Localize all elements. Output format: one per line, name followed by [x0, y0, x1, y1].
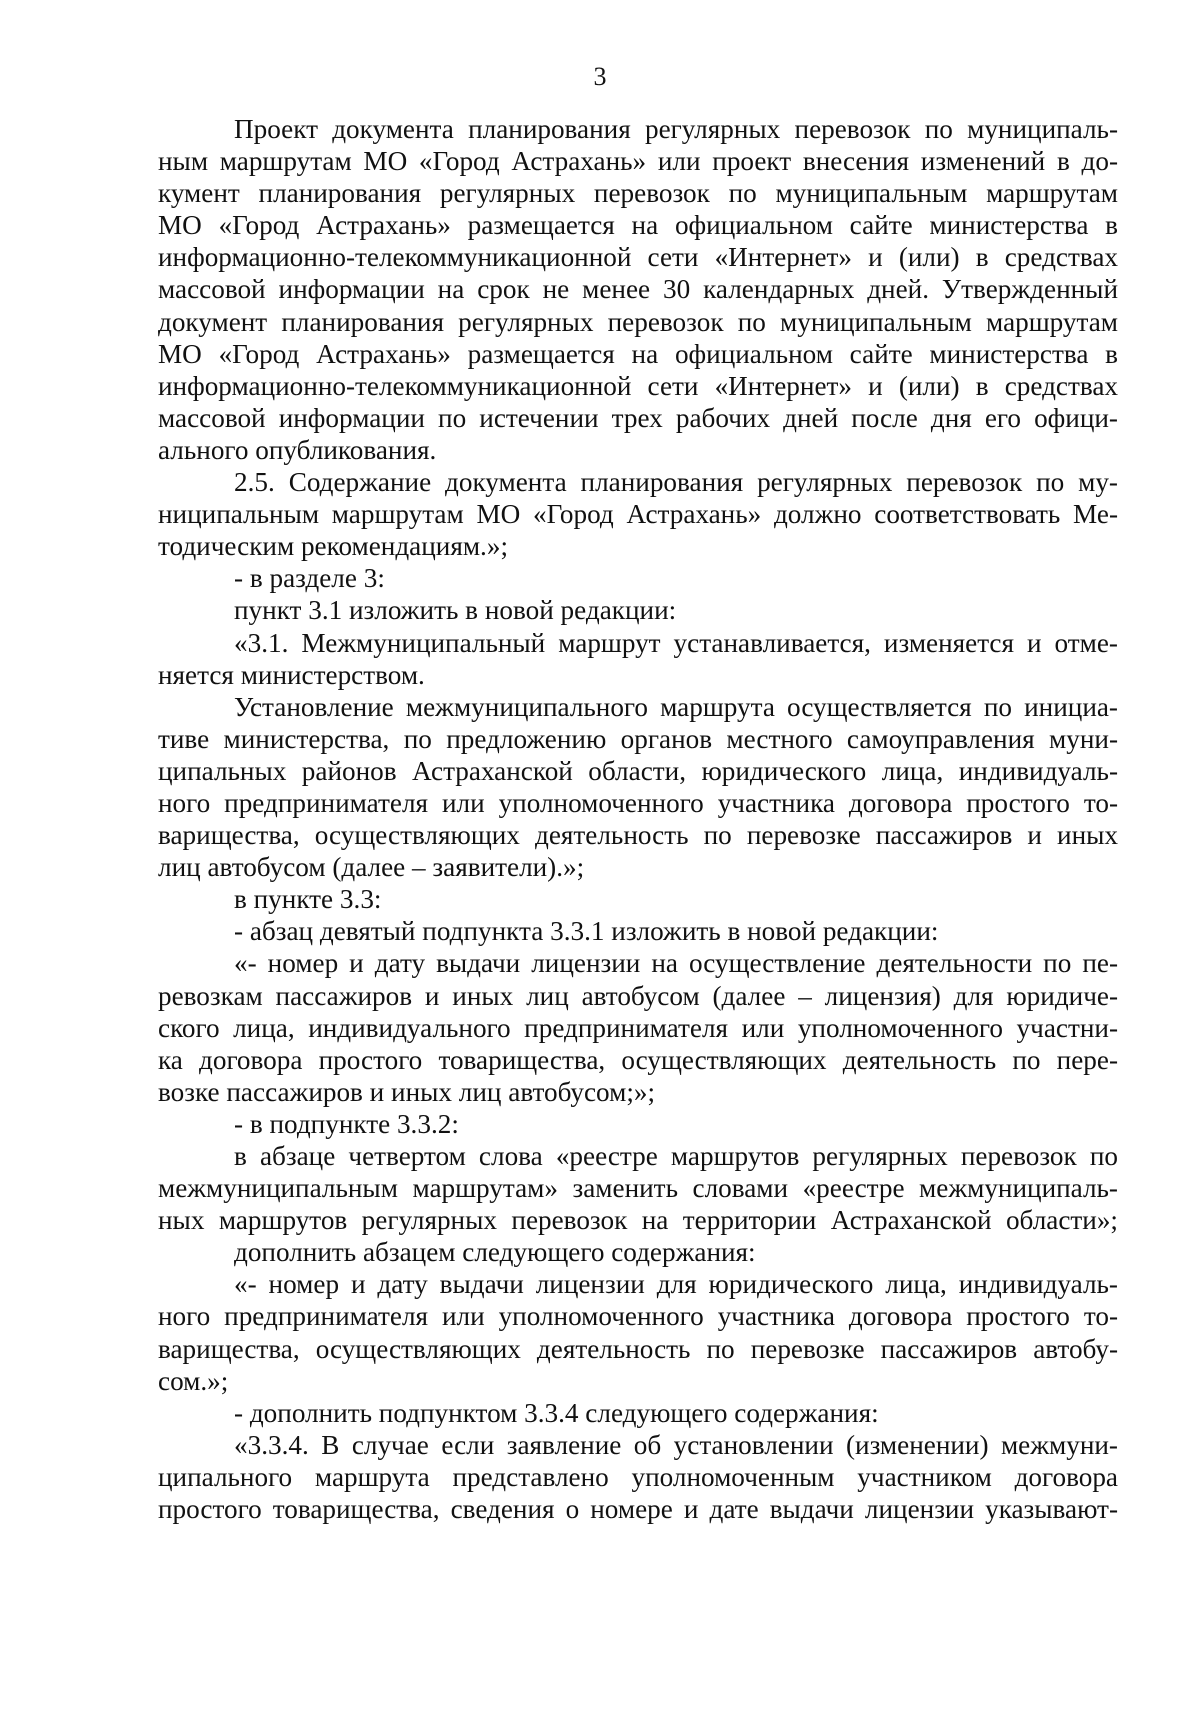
text-line: сом.»;: [158, 1365, 229, 1396]
text-line: тиве министерства, по предложению органов местного самоуправления муни-: [158, 723, 1118, 754]
text-line: - абзац девятый подпункта 3.3.1 изложить в новой редакции:: [234, 916, 939, 947]
text-line: в пункте 3.3:: [234, 884, 382, 915]
text-line: информационно-телекоммуникационной сети «Интернет» и (или) в средствах: [158, 242, 1118, 273]
document-body: [158, 113, 1118, 1525]
text-line: массовой информации по истечении трех рабочих дней после дня его офици-: [158, 402, 1118, 433]
text-line: «3.3.4. В случае если заявление об установлении (изменении) межмуни-: [234, 1429, 1118, 1460]
text-line: ным маршрутам МО «Город Астрахань» или проект внесения изменений в до-: [158, 146, 1118, 177]
text-line: ных маршрутов регулярных перевозок на территории Астраханской области»;: [158, 1205, 1118, 1236]
text-line: варищества, осуществляющих деятельность по перевозке пассажиров автобу-: [158, 1333, 1118, 1364]
text-line: ального опубликования.: [158, 434, 437, 465]
text-line: 2.5. Содержание документа планирования регулярных перевозок по му-: [234, 467, 1118, 498]
text-line: кумент планирования регулярных перевозок по муниципальным маршрутам: [158, 178, 1118, 209]
text-line: документ планирования регулярных перевозок по муниципальным маршрутам: [158, 306, 1118, 337]
text-line: Проект документа планирования регулярных перевозок по муниципаль-: [234, 114, 1118, 144]
text-line: - в разделе 3:: [234, 563, 385, 594]
text-line: ципального маршрута представлено уполномоченным участником договора: [158, 1461, 1118, 1492]
text-line: пункт 3.1 изложить в новой редакции:: [234, 595, 677, 626]
text-line: «3.1. Межмуниципальный маршрут устанавливается, изменяется и отме-: [234, 627, 1118, 658]
text-line: - дополнить подпунктом 3.3.4 следующего содержания:: [234, 1397, 879, 1428]
text-line: массовой информации на срок не менее 30 календарных дней. Утвержденный: [158, 274, 1118, 305]
text-line: межмуниципальным маршрутам» заменить словами «реестре межмуниципаль-: [158, 1173, 1118, 1204]
text-line: ципальных районов Астраханской области, юридического лица, индивидуаль-: [158, 755, 1118, 786]
text-line: ного предпринимателя или уполномоченного участника договора простого то-: [158, 787, 1118, 818]
text-line: в абзаце четвертом слова «реестре маршрутов регулярных перевозок по: [234, 1141, 1118, 1171]
text-line: ниципальным маршрутам МО «Город Астрахань» должно соответствовать Ме-: [158, 499, 1118, 530]
text-line: - в подпункте 3.3.2:: [234, 1108, 459, 1139]
text-line: лиц автобусом (далее – заявители).»;: [158, 852, 585, 883]
text-line: простого товарищества, сведения о номере и дате выдачи лицензии указывают-: [158, 1494, 1118, 1525]
text-line: варищества, осуществляющих деятельность по перевозке пассажиров и иных: [158, 820, 1118, 851]
text-line: ка договора простого товарищества, осуществляющих деятельность по пере-: [158, 1044, 1118, 1075]
text-line: ского лица, индивидуального предпринимателя или уполномоченного участни-: [158, 1012, 1118, 1043]
text-line: Установление межмуниципального маршрута осуществляется по инициа-: [234, 691, 1118, 722]
text-line: информационно-телекоммуникационной сети «Интернет» и (или) в средствах: [158, 370, 1118, 401]
text-line: «- номер и дату выдачи лицензии для юридического лица, индивидуаль-: [234, 1269, 1118, 1300]
text-line: «- номер и дату выдачи лицензии на осуществление деятельности по пе-: [234, 948, 1118, 979]
text-line: ного предпринимателя или уполномоченного участника договора простого то-: [158, 1301, 1118, 1332]
text-line: возке пассажиров и иных лиц автобусом;»;: [158, 1076, 656, 1107]
text-line: дополнить абзацем следующего содержания:: [234, 1237, 756, 1268]
text-line: МО «Город Астрахань» размещается на официальном сайте министерства в: [158, 338, 1118, 369]
text-line: тодическим рекомендациям.»;: [158, 531, 508, 562]
page-number: 3: [593, 62, 607, 91]
text-line: няется министерством.: [158, 659, 425, 690]
text-line: МО «Город Астрахань» размещается на официальном сайте министерства в: [158, 210, 1118, 241]
text-line: ревозкам пассажиров и иных лиц автобусом (далее – лицензия) для юридиче-: [158, 980, 1118, 1011]
